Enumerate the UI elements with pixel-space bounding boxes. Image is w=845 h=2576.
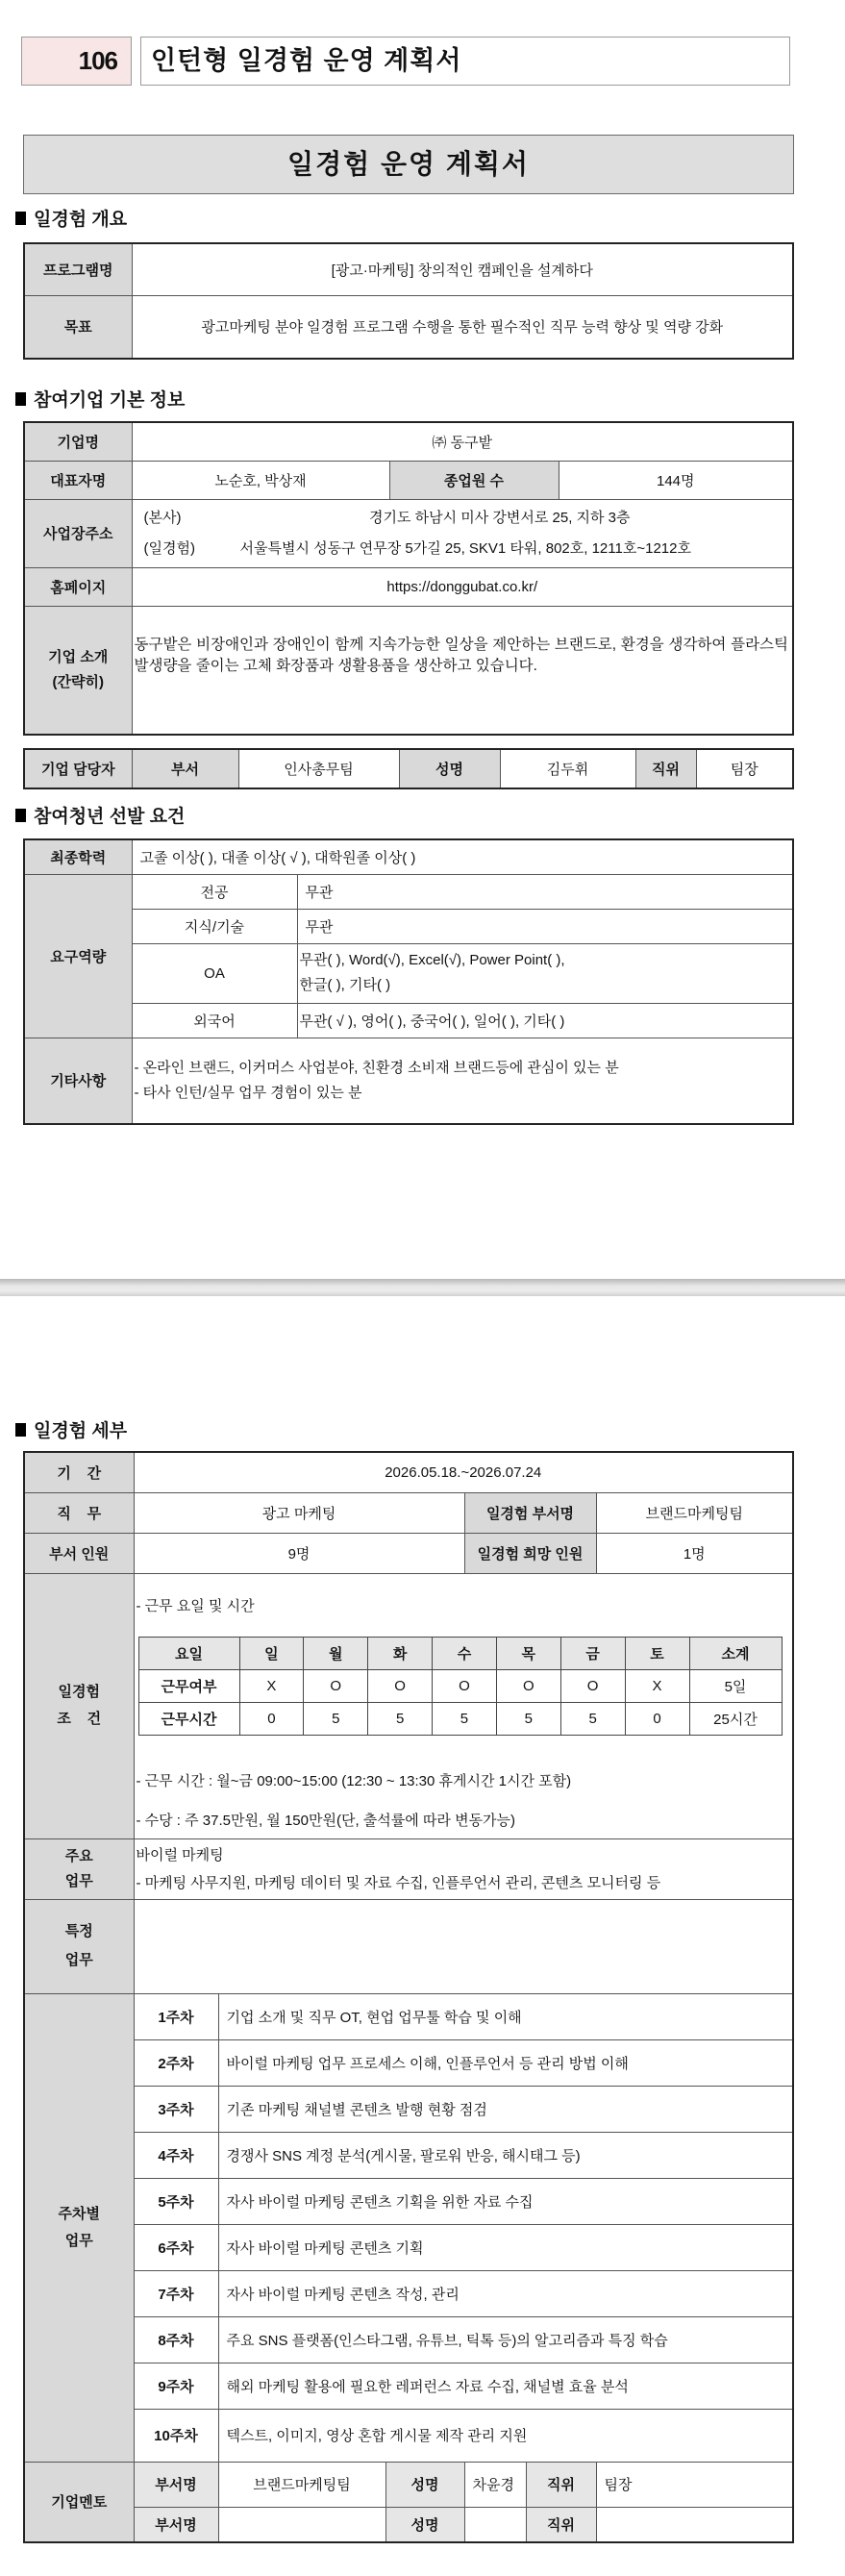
schedule-header-cell: 소계 (689, 1637, 782, 1669)
schedule-cell: 5 (368, 1702, 433, 1735)
week-label: 1주차 (134, 1993, 218, 2039)
week-label: 10주차 (134, 2409, 218, 2462)
lang-label: 외국어 (132, 1003, 297, 1038)
square-bullet-icon (15, 212, 26, 225)
week-row (24, 2270, 793, 2316)
schedule-cell: 5일 (689, 1669, 782, 1702)
ceo-value: 노순호, 박상재 (132, 461, 389, 499)
address-value (132, 499, 793, 567)
company-name-value: ㈜ 동구밭 (132, 422, 793, 461)
etc-line2: - 타사 인턴/실무 업무 경험이 있는 분 (134, 1084, 362, 1101)
etc-value (132, 1038, 793, 1124)
schedule-cell: O (368, 1669, 433, 1702)
section-overview-heading (15, 205, 127, 231)
week-task: 기존 마케팅 채널별 콘텐츠 발행 현황 점검 (218, 2086, 793, 2132)
week-row (24, 2409, 793, 2462)
details-table (23, 1451, 794, 2543)
homepage-link[interactable]: https://donggubat.co.kr/ (132, 567, 793, 606)
week-task: 해외 마케팅 활용에 필요한 레퍼런스 자료 수집, 채널별 효율 분석 (218, 2363, 793, 2409)
mentor-name-label: 성명 (385, 2507, 464, 2542)
contact-dept-label: 부서 (132, 749, 238, 788)
schedule-header-cell: 화 (368, 1637, 433, 1669)
program-value: [광고·마케팅] 창의적인 캠페인을 설계하다 (132, 243, 793, 295)
main-work-line2: - 마케팅 사무지원, 마케팅 데이터 및 자료 수집, 인플루언서 관리, 콘텐츠 모니터링 등 (136, 1874, 661, 1891)
page-separator (0, 1279, 845, 1296)
week-row (24, 2316, 793, 2363)
schedule-cell: 0 (625, 1702, 689, 1735)
mentor-position-value (596, 2507, 793, 2542)
homepage-label: 홈페이지 (24, 567, 132, 606)
week-row (24, 2363, 793, 2409)
section-details-heading (15, 1416, 127, 1442)
week-row (24, 2086, 793, 2132)
section-title: 참여기업 기본 정보 (34, 390, 186, 411)
weekly-label-line1: 주차별 (58, 2205, 100, 2222)
condition-label-line1: 일경험 (58, 1684, 100, 1700)
mentor-row (24, 2462, 793, 2507)
schedule-row-label: 근무여부 (138, 1669, 239, 1702)
main-work-label-line2: 업무 (64, 1872, 93, 1889)
section-requirements-heading (15, 802, 185, 828)
mentor-dept-value (218, 2507, 385, 2542)
schedule-cell: O (433, 1669, 497, 1702)
week-task: 기업 소개 및 직무 OT, 현업 업무툴 학습 및 이해 (218, 1993, 793, 2039)
weekly-work-label (24, 1993, 134, 2462)
schedule-header-row (138, 1637, 782, 1669)
address-hq: 경기도 하남시 미사 강변서로 25, 지하 3층 (368, 509, 631, 526)
overview-table (23, 242, 794, 360)
schedule-cell: 0 (239, 1702, 304, 1735)
schedule-header-cell: 요일 (138, 1637, 239, 1669)
mentor-label: 기업멘토 (24, 2462, 134, 2542)
employees-label: 종업원 수 (389, 461, 559, 499)
job-label: 직 무 (24, 1492, 134, 1533)
intro-value: 동구밭은 비장애인과 장애인이 함께 지속가능한 일상을 제안하는 브랜드로, 환경을 생각하여 플라스틱 발생량을 줄이는 고체 화장품과 생활용품을 생산하고 있습니다. (132, 606, 793, 735)
hope-value: 1명 (596, 1533, 793, 1573)
schedule-cell: 5 (304, 1702, 368, 1735)
square-bullet-icon (15, 1423, 26, 1437)
address-hq-tag: (본사) (143, 509, 182, 526)
square-bullet-icon (15, 392, 26, 406)
condition-label-line2: 조 건 (57, 1711, 102, 1727)
intro-label-line2: (간략히) (52, 673, 104, 690)
week-task: 자사 바이럴 마케팅 콘텐츠 작성, 관리 (218, 2270, 793, 2316)
week-row (24, 2039, 793, 2086)
week-row (24, 2224, 793, 2270)
contact-table (23, 748, 794, 789)
contact-dept-value: 인사총무팀 (238, 749, 399, 788)
dept-staff-value: 9명 (134, 1533, 464, 1573)
goal-label: 목표 (24, 295, 132, 359)
week-label: 5주차 (134, 2178, 218, 2224)
main-work-label-line1: 주요 (64, 1847, 93, 1864)
week-label: 8주차 (134, 2316, 218, 2363)
week-row (24, 2132, 793, 2178)
education-value: 고졸 이상( ), 대졸 이상( √ ), 대학원졸 이상( ) (132, 839, 793, 874)
mentor-position-value: 팀장 (596, 2462, 793, 2507)
condition-value (134, 1573, 793, 1838)
week-label: 7주차 (134, 2270, 218, 2316)
week-task: 자사 바이럴 마케팅 콘텐츠 기획을 위한 자료 수집 (218, 2178, 793, 2224)
schedule-cell: X (239, 1669, 304, 1702)
allowance: - 수당 : 주 37.5만원, 월 150만원(단, 출석률에 따라 변동가능) (136, 1812, 516, 1829)
intro-label (24, 606, 132, 735)
skill-label: 지식/기술 (132, 909, 297, 943)
intro-label-line1: 기업 소개 (48, 648, 109, 665)
schedule-header-cell: 토 (625, 1637, 689, 1669)
week-label: 9주차 (134, 2363, 218, 2409)
schedule-header-cell: 금 (560, 1637, 625, 1669)
dept-label: 일경험 부서명 (464, 1492, 596, 1533)
mentor-row (24, 2507, 793, 2542)
requirements-table (23, 838, 794, 1125)
mentor-dept-label: 부서명 (134, 2462, 218, 2507)
skill-value: 무관 (297, 909, 793, 943)
section-title: 일경험 세부 (34, 1421, 128, 1441)
schedule-header-cell: 일 (239, 1637, 304, 1669)
mentor-position-label: 직위 (526, 2507, 596, 2542)
week-row (24, 1993, 793, 2039)
contact-position-label: 직위 (635, 749, 696, 788)
etc-label: 기타사항 (24, 1038, 132, 1124)
schedule-row-hours (138, 1702, 782, 1735)
schedule-cell: O (304, 1669, 368, 1702)
week-task: 바이럴 마케팅 업무 프로세스 이해, 인플루언서 등 관리 방법 이해 (218, 2039, 793, 2086)
company-name-label: 기업명 (24, 422, 132, 461)
oa-line2: 한글( ), 기타( ) (299, 977, 391, 993)
program-label: 프로그램명 (24, 243, 132, 295)
schedule-cell: X (625, 1669, 689, 1702)
document-number: 106 (21, 37, 132, 86)
period-label: 기 간 (24, 1452, 134, 1492)
mentor-position-label: 직위 (526, 2462, 596, 2507)
mentor-dept-value: 브랜드마케팅팀 (218, 2462, 385, 2507)
week-label: 2주차 (134, 2039, 218, 2086)
special-work-value (134, 1899, 793, 1993)
ceo-label: 대표자명 (24, 461, 132, 499)
education-label: 최종학력 (24, 839, 132, 874)
week-task: 텍스트, 이미지, 영상 혼합 게시물 제작 관리 지원 (218, 2409, 793, 2462)
schedule-cell: 5 (433, 1702, 497, 1735)
week-row (24, 2178, 793, 2224)
schedule-cell: 5 (496, 1702, 560, 1735)
section-title: 일경험 개요 (34, 210, 128, 230)
employees-value: 144명 (559, 461, 793, 499)
lang-value: 무관( √ ), 영어( ), 중국어( ), 일어( ), 기타( ) (297, 1003, 793, 1038)
week-label: 6주차 (134, 2224, 218, 2270)
contact-position-value: 팀장 (696, 749, 793, 788)
mentor-name-value: 차윤경 (464, 2462, 526, 2507)
job-value: 광고 마케팅 (134, 1492, 464, 1533)
oa-label: OA (132, 943, 297, 1003)
section-company-heading (15, 386, 185, 412)
schedule-row-workday (138, 1669, 782, 1702)
period-value: 2026.05.18.~2026.07.24 (134, 1452, 793, 1492)
special-label-line2: 업무 (64, 1952, 93, 1968)
condition-label (24, 1573, 134, 1838)
dept-staff-label: 부서 인원 (24, 1533, 134, 1573)
competency-label: 요구역량 (24, 874, 132, 1038)
schedule-header-cell: 수 (433, 1637, 497, 1669)
oa-value (297, 943, 793, 1003)
main-work-label (24, 1838, 134, 1899)
major-value: 무관 (297, 874, 793, 909)
contact-label: 기업 담당자 (24, 749, 132, 788)
schedule-header-cell: 목 (496, 1637, 560, 1669)
work-time: - 근무 시간 : 월~금 09:00~15:00 (12:30 ~ 13:30 휴게시간 1시간 포함) (136, 1772, 572, 1789)
week-label: 4주차 (134, 2132, 218, 2178)
contact-name-value: 김두휘 (500, 749, 635, 788)
address-work: 서울특별시 성동구 연무장 5가길 25, SKV1 타워, 802호, 1211호~1212호 (239, 539, 691, 557)
major-label: 전공 (132, 874, 297, 909)
mentor-dept-label: 부서명 (134, 2507, 218, 2542)
week-task: 경쟁사 SNS 계정 분석(게시물, 팔로워 반응, 해시태그 등) (218, 2132, 793, 2178)
schedule-cell: 5 (560, 1702, 625, 1735)
company-table (23, 421, 794, 736)
oa-line1: 무관( ), Word(√), Excel(√), Power Point( ), (299, 952, 565, 968)
schedule-header-cell: 월 (304, 1637, 368, 1669)
etc-line1: - 온라인 브랜드, 이커머스 사업분야, 친환경 소비재 브랜드등에 관심이 있는 분 (134, 1059, 619, 1076)
week-task: 주요 SNS 플랫폼(인스타그램, 유튜브, 틱톡 등)의 알고리즘과 특징 학습 (218, 2316, 793, 2363)
week-task: 자사 바이럴 마케팅 콘텐츠 기획 (218, 2224, 793, 2270)
address-label: 사업장주소 (24, 499, 132, 567)
week-label: 3주차 (134, 2086, 218, 2132)
mentor-name-label: 성명 (385, 2462, 464, 2507)
hope-label: 일경험 희망 인원 (464, 1533, 596, 1573)
weekly-label-line2: 업무 (64, 2232, 93, 2249)
schedule-cell: 25시간 (689, 1702, 782, 1735)
dept-value: 브랜드마케팅팀 (596, 1492, 793, 1533)
main-work-line1: 바이럴 마케팅 (136, 1846, 224, 1863)
address-work-tag: (일경험) (143, 539, 195, 557)
schedule-cell: O (496, 1669, 560, 1702)
special-work-label (24, 1899, 134, 1993)
contact-name-label: 성명 (399, 749, 500, 788)
special-label-line1: 특정 (64, 1923, 93, 1939)
schedule-title: - 근무 요일 및 시간 (136, 1597, 255, 1614)
main-work-value (134, 1838, 793, 1899)
schedule-cell: O (560, 1669, 625, 1702)
section-title: 참여청년 선발 요건 (34, 807, 186, 827)
main-title: 일경험 운영 계획서 (23, 135, 794, 194)
goal-value: 광고마케팅 분야 일경험 프로그램 수행을 통한 필수적인 직무 능력 향상 및 역량 강화 (132, 295, 793, 359)
schedule-row-label: 근무시간 (138, 1702, 239, 1735)
document-header-title: 인턴형 일경험 운영 계획서 (140, 37, 790, 86)
square-bullet-icon (15, 809, 26, 822)
mentor-name-value (464, 2507, 526, 2542)
schedule-table (138, 1637, 783, 1736)
